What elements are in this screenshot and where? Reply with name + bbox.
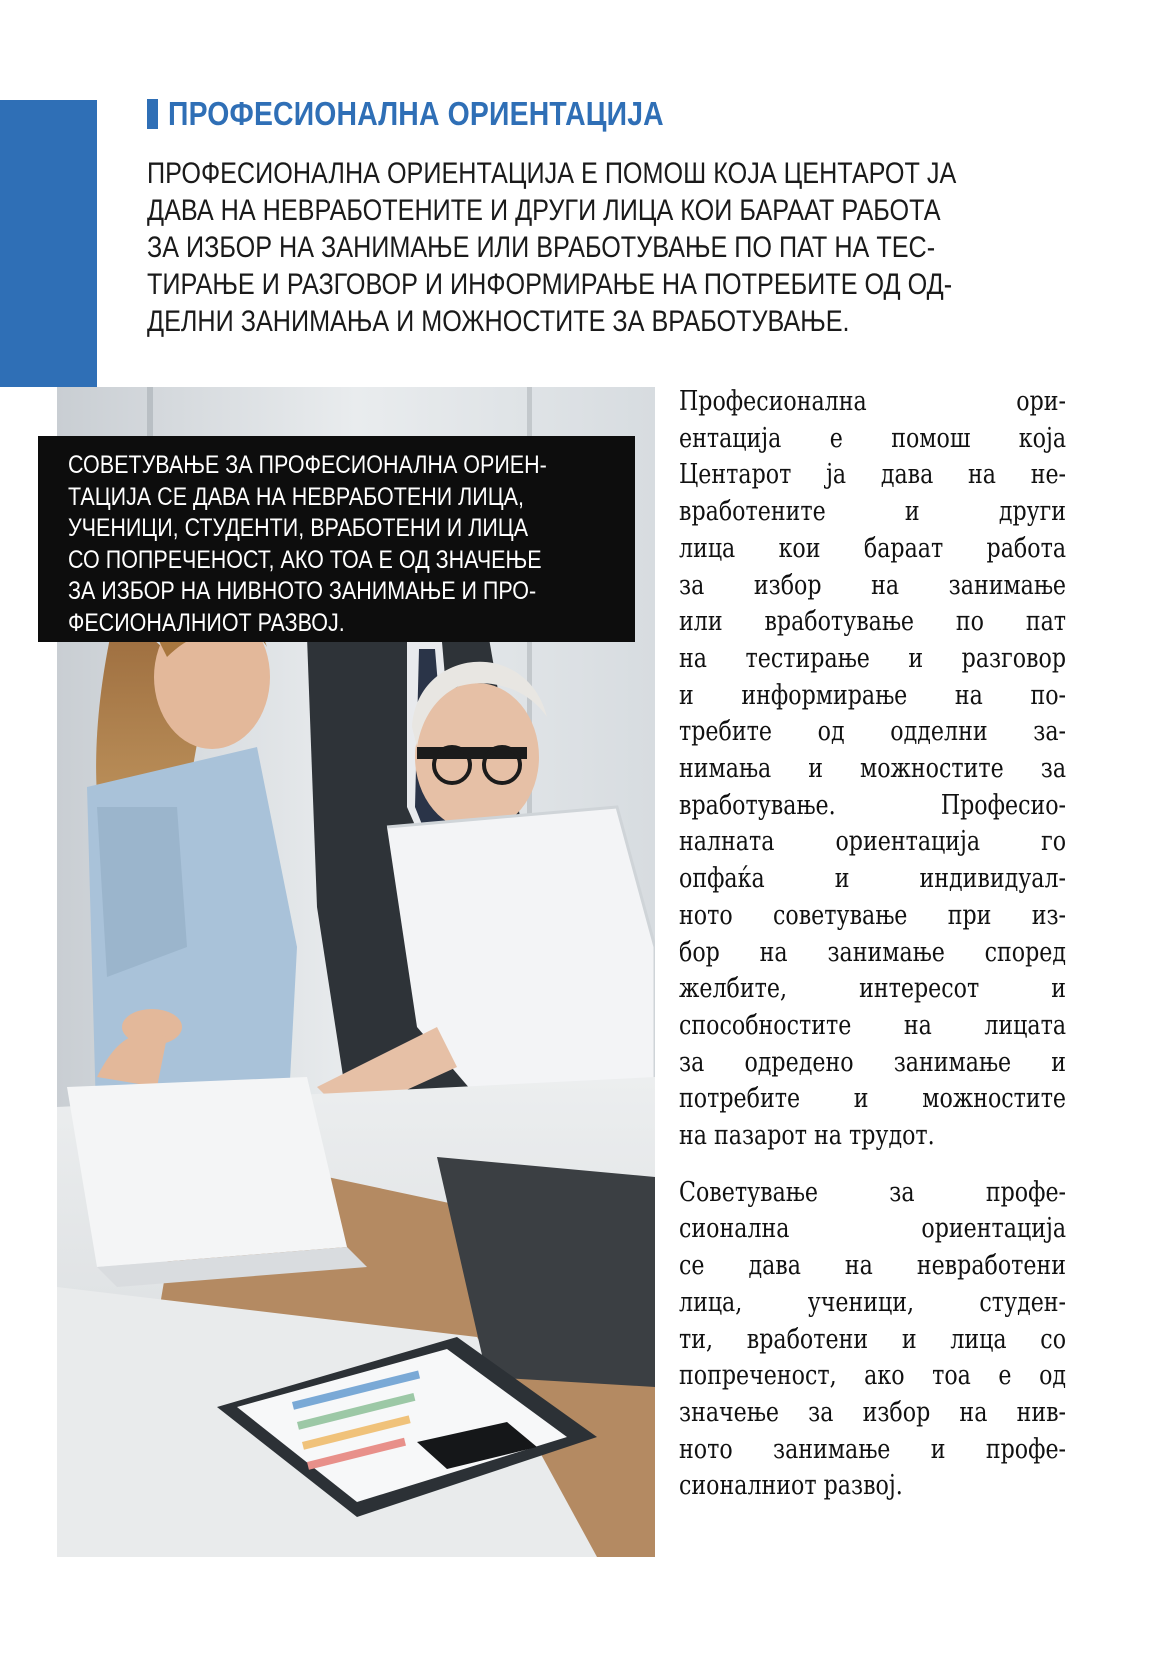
body-line: значење за избор на нив- (679, 1396, 1067, 1428)
intro-line: ПРОФЕСИОНАЛНА ОРИЕНТАЦИЈА Е ПОМОШ КОЈА ЦЕНТАРОТ ЈА (147, 157, 957, 190)
paragraph-counseling (679, 1175, 1066, 1505)
body-line: Професионална ори- (679, 386, 1067, 417)
caption-line: ТАЦИЈА СЕ ДАВА НА НЕВРАБОТЕНИ ЛИЦА, (68, 482, 524, 511)
body-line: попреченост, ако тоа е од (679, 1360, 1067, 1392)
intro-paragraph (147, 155, 1097, 340)
caption-line: УЧЕНИЦИ, СТУДЕНТИ, ВРАБОТЕНИ И ЛИЦА (68, 514, 529, 542)
intro-line: ДЕЛНИ ЗАНИМАЊА И МОЖНОСТИТЕ ЗА ВРАБОТУВАЊЕ. (147, 305, 850, 338)
body-line: требите од одделни за- (679, 716, 1067, 748)
body-line: вработување. Професио- (679, 789, 1067, 821)
body-line: ното советување при из- (679, 899, 1067, 931)
body-line: нимања и можностите за (679, 753, 1067, 785)
caption-line: СО ПОПРЕЧЕНОСТ, АКО ТОА Е ОД ЗНАЧЕЊЕ (68, 545, 542, 574)
body-line: на пазарот на трудот. (679, 1120, 935, 1152)
paragraph-professional-orientation (679, 384, 1066, 1155)
body-line: желбите, интересот и (679, 973, 1067, 1005)
body-line: ентација е помош која (679, 422, 1067, 454)
body-line: Центарот ја дава на не- (679, 459, 1067, 491)
body-line: лица, ученици, студен- (679, 1286, 1067, 1318)
intro-line: ЗА ИЗБОР НА ЗАНИМАЊЕ ИЛИ ВРАБОТУВАЊЕ ПО ПАТ НА ТЕС- (147, 231, 936, 264)
body-line: ти, вработени и лица со (679, 1323, 1067, 1355)
highlight-caption-box (38, 436, 635, 642)
body-line: сионална ориентација (679, 1213, 1067, 1245)
body-line: за одредено занимање и (679, 1046, 1067, 1078)
body-line: лица кои бараат работа (679, 532, 1067, 564)
caption-line: ЗА ИЗБОР НА НИВНОТО ЗАНИМАЊЕ И ПРО- (68, 577, 537, 605)
body-line: на тестирање и разговор (679, 642, 1067, 674)
body-line: способностите на лицата (679, 1009, 1067, 1041)
intro-line: ТИРАЊЕ И РАЗГОВОР И ИНФОРМИРАЊЕ НА ПОТРЕБИТЕ ОД ОД- (147, 268, 953, 301)
body-line: налната ориентација го (679, 826, 1067, 858)
body-line: сионалниот развој. (679, 1470, 903, 1502)
body-line: опфаќа и индивидуал- (679, 863, 1067, 895)
body-line: ното занимање и профе- (679, 1433, 1067, 1465)
body-text-column (679, 384, 1066, 1525)
caption-line: СОВЕТУВАЊЕ ЗА ПРОФЕСИОНАЛНА ОРИЕН- (68, 451, 547, 479)
body-line: или вработување по пат (679, 606, 1067, 638)
caption-line: ФЕСИОНАЛНИОТ РАЗВОЈ. (68, 608, 345, 637)
body-line: Советување за профе- (679, 1176, 1067, 1208)
accent-side-bar (0, 100, 97, 387)
heading-text: ПРОФЕСИОНАЛНА ОРИЕНТАЦИЈА (168, 95, 664, 132)
body-line: потребите и можностите (679, 1083, 1067, 1115)
body-line: вработените и други (679, 496, 1067, 528)
body-line: бор на занимање според (679, 936, 1067, 968)
intro-line: ДАВА НА НЕВРАБОТЕНИТЕ И ДРУГИ ЛИЦА КОИ БАРААТ РАБОТА (147, 194, 941, 227)
body-line: и информирање на по- (679, 679, 1067, 711)
page-heading (147, 92, 745, 136)
body-line: за избор на занимање (679, 569, 1067, 601)
heading-marker (147, 99, 158, 129)
body-line: се дава на невработени (679, 1250, 1067, 1282)
